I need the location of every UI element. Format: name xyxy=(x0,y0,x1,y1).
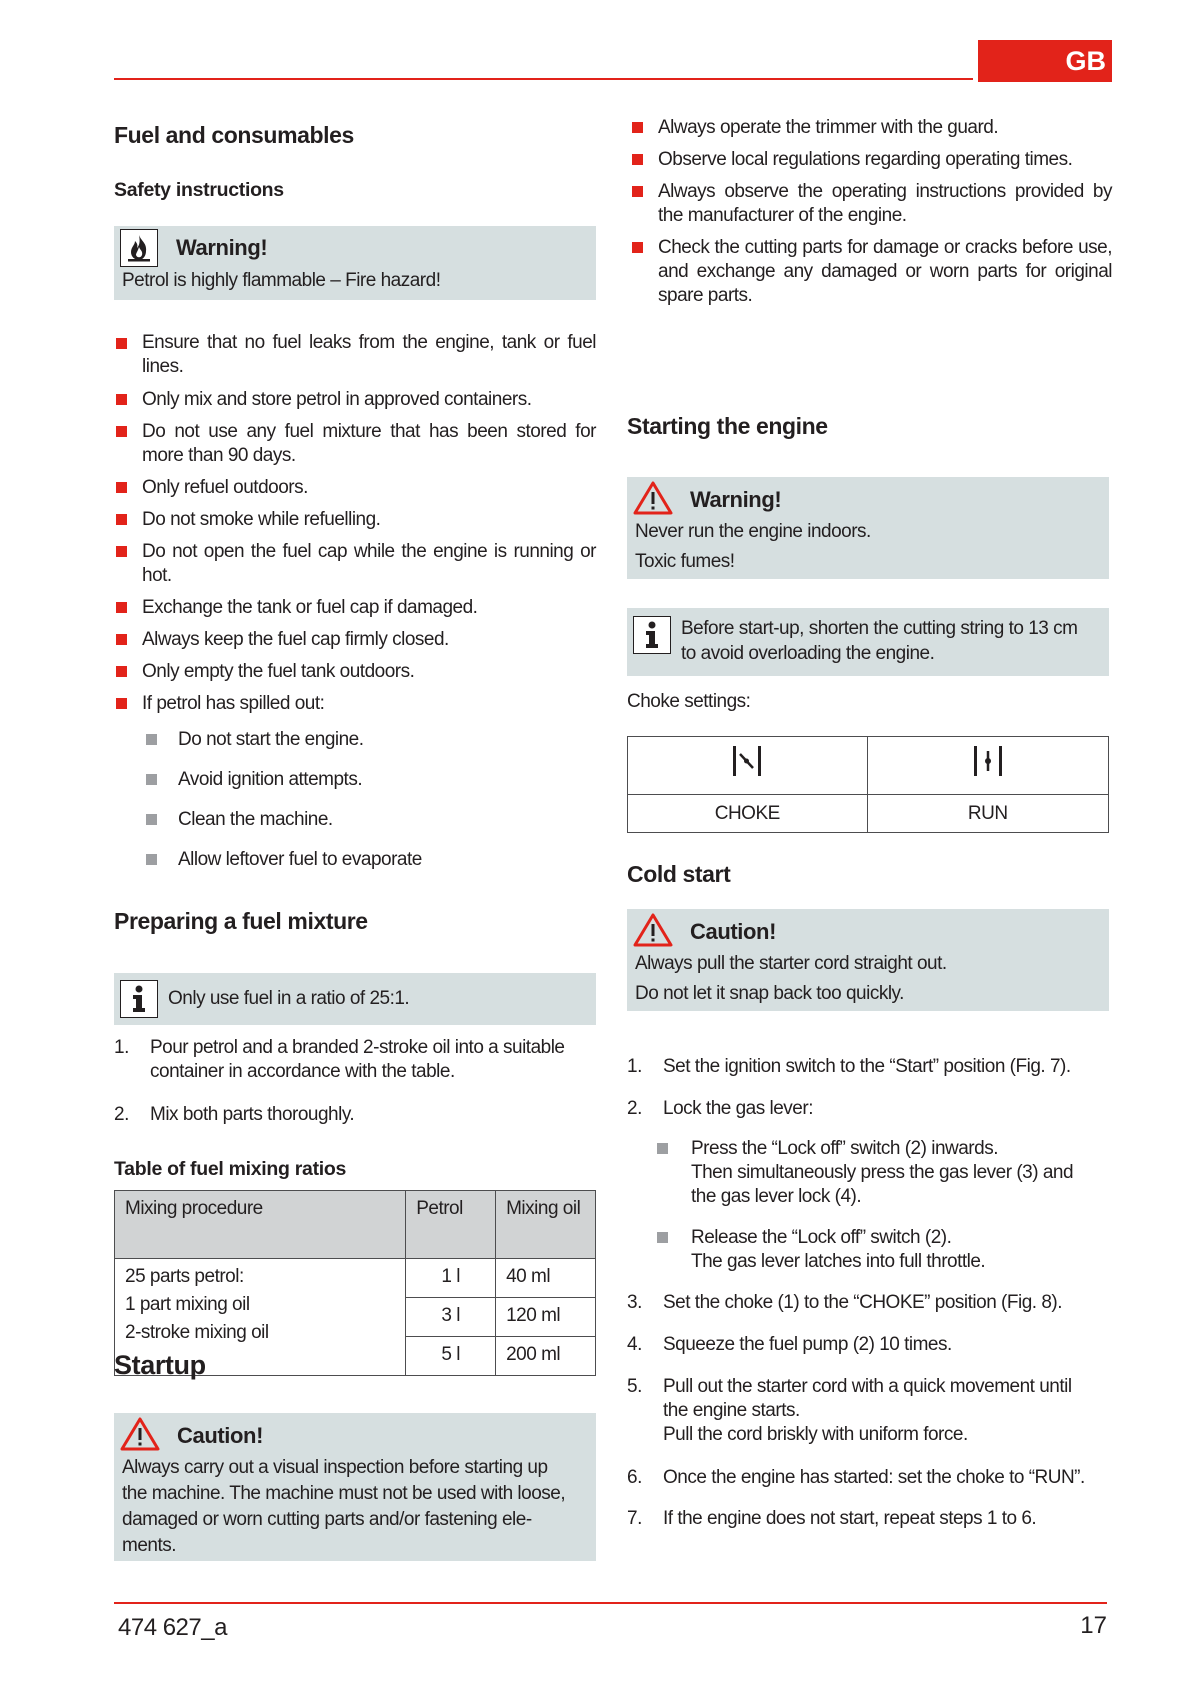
step-text: Squeeze the fuel pump (2) 10 times. xyxy=(663,1334,952,1355)
bullet-marker xyxy=(116,666,127,677)
step-number: 4. xyxy=(627,1334,642,1355)
table-cell-petrol: 3 l xyxy=(406,1298,496,1337)
bullet-marker xyxy=(632,242,643,253)
step-text: Lock the gas lever: xyxy=(663,1098,813,1119)
list-item: Only mix and store petrol in approved containers. xyxy=(142,389,532,410)
fire-icon xyxy=(120,229,158,267)
warning-title: Warning! xyxy=(690,487,782,512)
step-text: Pour petrol and a branded 2-stroke oil into a suitable container in accordance with the table. xyxy=(150,1037,565,1082)
list-item: Observe local regulations regarding operating times. xyxy=(658,149,1073,170)
table-title: Table of fuel mixing ratios xyxy=(114,1158,347,1180)
section-title-fuel: Fuel and consumables xyxy=(114,122,354,148)
bullet-marker xyxy=(116,514,127,525)
choke-label: CHOKE xyxy=(628,795,868,833)
list-item: Do not use any fuel mixture that has been stored for more than 90 days. xyxy=(142,421,596,466)
caution-line: Do not let it snap back too quickly. xyxy=(635,983,904,1004)
step-number: 6. xyxy=(627,1467,642,1488)
page-number: 17 xyxy=(1080,1612,1107,1639)
choke-closed-icon xyxy=(727,743,767,779)
choke-icon-cell xyxy=(628,737,868,795)
table-cell-petrol: 5 l xyxy=(406,1337,496,1376)
list-item: Always operate the trimmer with the guard. xyxy=(658,117,999,138)
choke-settings-table xyxy=(627,736,1109,833)
caution-line: the machine. The machine must not be used with loose, xyxy=(122,1483,566,1504)
bullet-marker xyxy=(116,482,127,493)
bullet-marker xyxy=(116,394,127,405)
section-title-startup: Startup xyxy=(114,1350,206,1380)
section-title-starting: Starting the engine xyxy=(627,413,828,439)
caution-title: Caution! xyxy=(690,919,777,944)
step-number: 1. xyxy=(114,1037,129,1058)
step-number: 1. xyxy=(627,1056,642,1077)
sub-bullet-marker xyxy=(146,854,157,865)
sub-list-item: Allow leftover fuel to evaporate xyxy=(178,849,422,870)
table-header-cell: Petrol xyxy=(406,1191,496,1259)
bullet-marker xyxy=(632,122,643,133)
warning-box-indoors xyxy=(627,477,1109,579)
warning-line: Toxic fumes! xyxy=(635,551,735,572)
warning-text: Petrol is highly flammable – Fire hazard! xyxy=(122,270,441,291)
sub-bullet-marker xyxy=(657,1232,668,1243)
warning-triangle-icon xyxy=(633,913,673,947)
run-label: RUN xyxy=(867,795,1108,833)
sub-bullet-marker xyxy=(146,774,157,785)
footer-rule xyxy=(114,1602,1107,1604)
step-number: 2. xyxy=(627,1098,642,1119)
procedure-line: 1 part mixing oil xyxy=(125,1294,250,1315)
list-item: Always keep the fuel cap firmly closed. xyxy=(142,629,449,650)
sub-list-item: Do not start the engine. xyxy=(178,729,364,750)
run-icon-cell xyxy=(867,737,1108,795)
sub-bullet-marker xyxy=(146,814,157,825)
bullet-marker xyxy=(116,338,127,349)
warning-line: Never run the engine indoors. xyxy=(635,521,871,542)
document-number: 474 627_a xyxy=(118,1614,227,1641)
list-item: Only refuel outdoors. xyxy=(142,477,308,498)
choke-settings-label: Choke settings: xyxy=(627,691,751,712)
step-text: Set the ignition switch to the “Start” position (Fig. 7). xyxy=(663,1056,1071,1077)
caution-title: Caution! xyxy=(177,1423,264,1448)
sub-step-line: the gas lever lock (4). xyxy=(691,1186,862,1207)
step-text: Mix both parts thoroughly. xyxy=(150,1104,355,1125)
step-number: 5. xyxy=(627,1376,642,1397)
list-item: Ensure that no fuel leaks from the engine, tank or fuel lines. xyxy=(142,332,596,377)
warning-triangle-icon xyxy=(633,481,673,515)
sub-bullet-marker xyxy=(657,1143,668,1154)
subsection-title-safety: Safety instructions xyxy=(114,179,284,201)
step-number: 2. xyxy=(114,1104,129,1125)
step-text: Set the choke (1) to the “CHOKE” position (Fig. 8). xyxy=(663,1292,1063,1313)
procedure-line: 2-stroke mixing oil xyxy=(125,1322,269,1343)
warning-triangle-icon xyxy=(120,1417,160,1451)
list-item: Exchange the tank or fuel cap if damaged. xyxy=(142,597,478,618)
step-text: the engine starts. xyxy=(663,1400,800,1421)
step-text: If the engine does not start, repeat steps 1 to 6. xyxy=(663,1508,1037,1529)
step-text: Pull the cord briskly with uniform force. xyxy=(663,1424,968,1445)
caution-line: Always carry out a visual inspection before starting up xyxy=(122,1457,548,1478)
info-line: Before start-up, shorten the cutting string to 13 cm xyxy=(681,618,1078,639)
bullet-marker xyxy=(116,426,127,437)
table-header-cell: Mixing procedure xyxy=(115,1191,406,1259)
caution-line: damaged or worn cutting parts and/or fastening ele- xyxy=(122,1509,532,1530)
section-title-cold-start: Cold start xyxy=(627,861,731,887)
list-item: Do not open the fuel cap while the engine is running or hot. xyxy=(142,541,596,586)
warning-box-fire xyxy=(114,226,596,300)
sub-step-line: Press the “Lock off” switch (2) inwards. xyxy=(691,1138,998,1159)
list-item: If petrol has spilled out: xyxy=(142,693,325,714)
step-text: Pull out the starter cord with a quick movement until xyxy=(663,1376,1072,1397)
section-title-mixture: Preparing a fuel mixture xyxy=(114,908,368,934)
table-cell-oil: 40 ml xyxy=(496,1259,596,1298)
info-icon xyxy=(633,616,671,654)
bullet-marker xyxy=(116,602,127,613)
table-cell-oil: 200 ml xyxy=(496,1337,596,1376)
info-box-ratio xyxy=(114,973,596,1025)
bullet-marker xyxy=(632,186,643,197)
warning-title: Warning! xyxy=(176,235,268,260)
table-cell-oil: 120 ml xyxy=(496,1298,596,1337)
list-item: Check the cutting parts for damage or cracks before use, and exchange any damaged or worn parts for original spare parts. xyxy=(658,237,1112,306)
info-text: Only use fuel in a ratio of 25:1. xyxy=(168,988,410,1009)
bullet-marker xyxy=(116,634,127,645)
table-header-cell: Mixing oil xyxy=(496,1191,596,1259)
bullet-marker xyxy=(632,154,643,165)
table-cell-petrol: 1 l xyxy=(406,1259,496,1298)
info-icon xyxy=(120,980,158,1018)
language-tab: GB xyxy=(978,40,1112,82)
sub-list-item: Avoid ignition attempts. xyxy=(178,769,363,790)
caution-box-inspection xyxy=(114,1413,596,1561)
list-item: Only empty the fuel tank outdoors. xyxy=(142,661,415,682)
list-item: Do not smoke while refuelling. xyxy=(142,509,381,530)
sub-bullet-marker xyxy=(146,734,157,745)
sub-list-item: Clean the machine. xyxy=(178,809,333,830)
caution-line: ments. xyxy=(122,1535,177,1556)
list-item: Always observe the operating instructions provided by the manufacturer of the engine. xyxy=(658,181,1112,226)
caution-line: Always pull the starter cord straight out. xyxy=(635,953,947,974)
step-number: 3. xyxy=(627,1292,642,1313)
info-box-cutting-string xyxy=(627,608,1109,676)
choke-open-icon xyxy=(968,743,1008,779)
caution-box-starter-cord xyxy=(627,909,1109,1011)
sub-step-line: The gas lever latches into full throttle. xyxy=(691,1251,986,1272)
sub-step-line: Release the “Lock off” switch (2). xyxy=(691,1227,952,1248)
header-rule xyxy=(114,78,973,80)
procedure-line: 25 parts petrol: xyxy=(125,1266,244,1287)
bullet-marker xyxy=(116,698,127,709)
sub-step-line: Then simultaneously press the gas lever (3) and xyxy=(691,1162,1074,1183)
bullet-marker xyxy=(116,546,127,557)
step-number: 7. xyxy=(627,1508,642,1529)
step-text: Once the engine has started: set the choke to “RUN”. xyxy=(663,1467,1085,1488)
info-line: to avoid overloading the engine. xyxy=(681,643,935,664)
fuel-mixing-table xyxy=(114,1190,596,1376)
